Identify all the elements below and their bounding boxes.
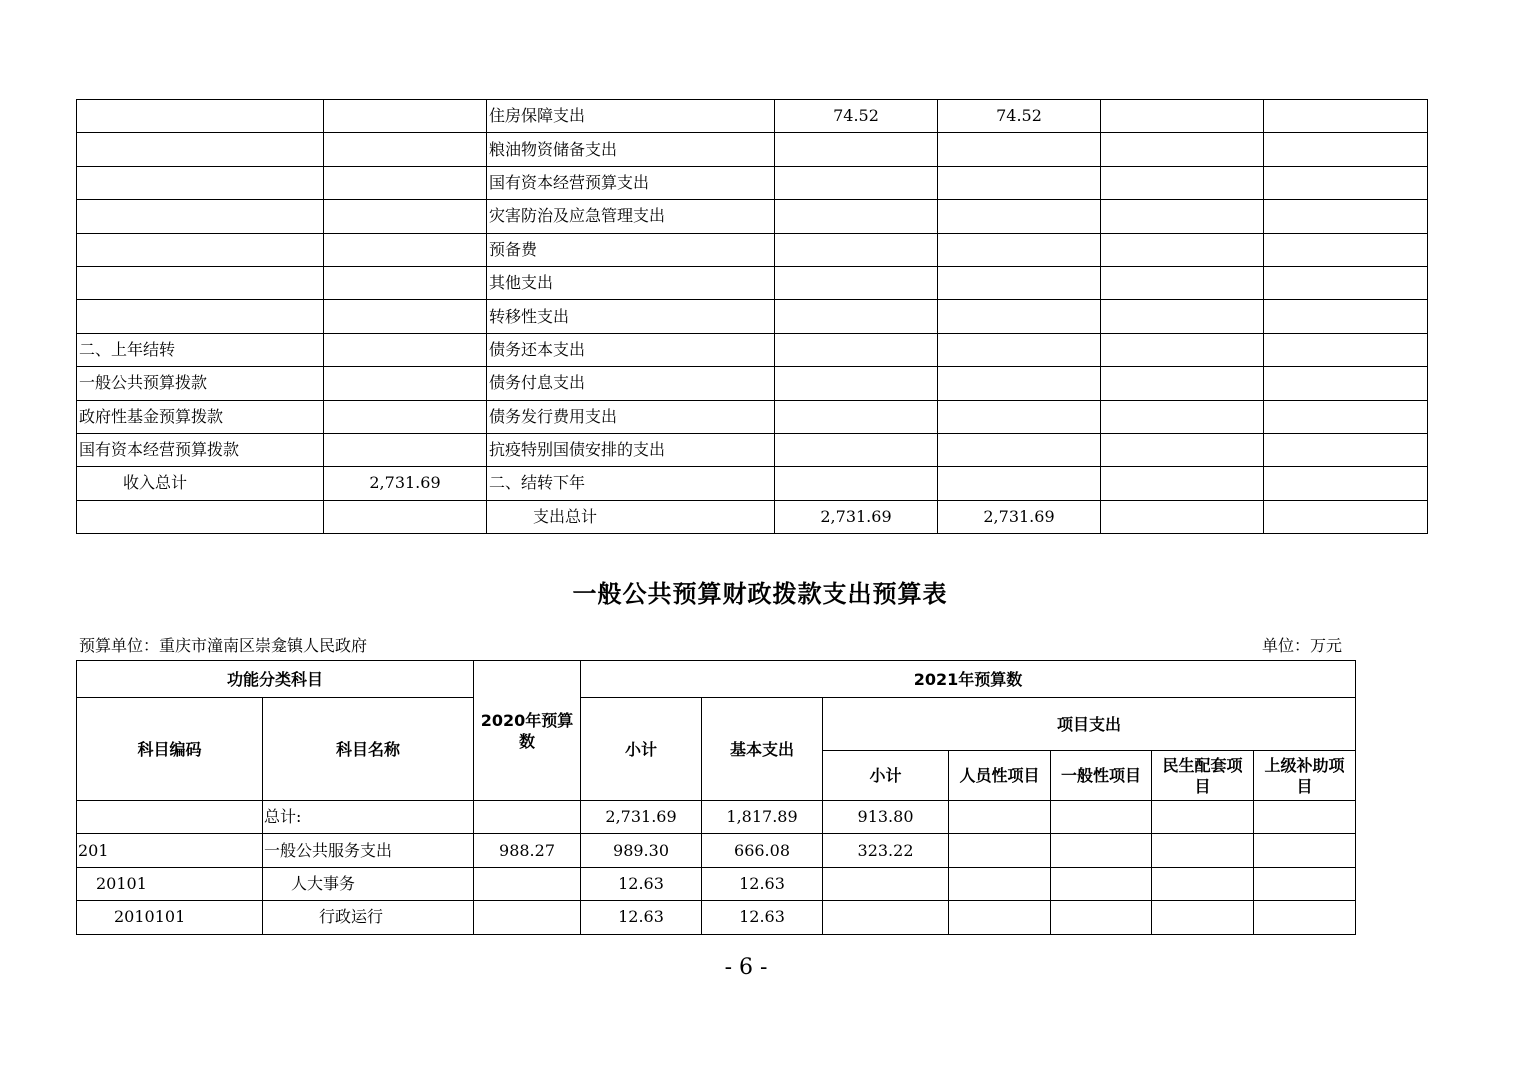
income-item: 一般公共预算拨款 bbox=[77, 367, 324, 400]
subtotal: 2,731.69 bbox=[581, 801, 702, 834]
superior-project bbox=[1254, 801, 1356, 834]
basic-expense: 1,817.89 bbox=[702, 801, 823, 834]
subtotal: 989.30 bbox=[581, 834, 702, 867]
subject-name: 人大事务 bbox=[263, 867, 474, 900]
expense-general bbox=[938, 433, 1101, 466]
income-item bbox=[77, 300, 324, 333]
expense-item: 债务发行费用支出 bbox=[487, 400, 775, 433]
income-amount bbox=[324, 233, 487, 266]
empty-cell bbox=[1264, 467, 1428, 500]
expense-fund bbox=[1101, 200, 1264, 233]
livelihood-project bbox=[1152, 834, 1254, 867]
header-subtotal: 小计 bbox=[581, 698, 702, 801]
table-row bbox=[77, 133, 1428, 166]
expense-state bbox=[1264, 367, 1428, 400]
expense-fund bbox=[1101, 367, 1264, 400]
expense-fund bbox=[1101, 333, 1264, 366]
subject-code bbox=[77, 801, 263, 834]
expense-general bbox=[938, 133, 1101, 166]
header-superior: 上级补助项目 bbox=[1254, 751, 1356, 801]
income-amount bbox=[324, 100, 487, 133]
expense-fund bbox=[1101, 266, 1264, 299]
expense-state bbox=[1264, 233, 1428, 266]
income-item bbox=[77, 200, 324, 233]
project-subtotal bbox=[823, 901, 949, 934]
table-row bbox=[77, 901, 1356, 934]
header-basic: 基本支出 bbox=[702, 698, 823, 801]
expense-item: 债务付息支出 bbox=[487, 367, 775, 400]
expense-total bbox=[775, 333, 938, 366]
income-item bbox=[77, 100, 324, 133]
summary-table-body bbox=[77, 100, 1428, 534]
header-personnel: 人员性项目 bbox=[949, 751, 1051, 801]
expense-general bbox=[938, 367, 1101, 400]
expense-total-row bbox=[77, 500, 1428, 533]
income-amount bbox=[324, 433, 487, 466]
superior-project bbox=[1254, 901, 1356, 934]
header-func-class: 功能分类科目 bbox=[77, 661, 474, 698]
expense-item: 灾害防治及应急管理支出 bbox=[487, 200, 775, 233]
table-row bbox=[77, 433, 1428, 466]
table-header bbox=[77, 661, 1356, 801]
income-expense-summary-table bbox=[76, 99, 1428, 534]
income-item bbox=[77, 166, 324, 199]
general-project bbox=[1051, 867, 1152, 900]
empty-cell bbox=[938, 467, 1101, 500]
project-subtotal: 913.80 bbox=[823, 801, 949, 834]
income-amount bbox=[324, 400, 487, 433]
expense-fund bbox=[1101, 300, 1264, 333]
income-amount bbox=[324, 200, 487, 233]
income-item: 二、上年结转 bbox=[77, 333, 324, 366]
header-budget-2021: 2021年预算数 bbox=[581, 661, 1356, 698]
expense-state bbox=[1264, 433, 1428, 466]
currency-unit-label: 单位：万元 bbox=[1262, 636, 1343, 655]
expense-state bbox=[1264, 333, 1428, 366]
table-body bbox=[77, 801, 1356, 935]
table-row bbox=[77, 867, 1356, 900]
prev-budget bbox=[474, 901, 581, 934]
expense-general: 74.52 bbox=[938, 100, 1101, 133]
project-subtotal: 323.22 bbox=[823, 834, 949, 867]
expense-total: 74.52 bbox=[775, 100, 938, 133]
table-row bbox=[77, 300, 1428, 333]
personnel-project bbox=[949, 801, 1051, 834]
table-row bbox=[77, 200, 1428, 233]
header-proj-subtotal: 小计 bbox=[823, 751, 949, 801]
income-item: 国有资本经营预算拨款 bbox=[77, 433, 324, 466]
expense-item: 其他支出 bbox=[487, 266, 775, 299]
expense-total bbox=[775, 133, 938, 166]
header-row bbox=[77, 661, 1356, 698]
income-amount bbox=[324, 266, 487, 299]
basic-expense: 666.08 bbox=[702, 834, 823, 867]
expense-total bbox=[775, 233, 938, 266]
expense-total bbox=[775, 300, 938, 333]
subject-code: 2010101 bbox=[77, 901, 263, 934]
income-item bbox=[77, 233, 324, 266]
empty-cell bbox=[324, 500, 487, 533]
superior-project bbox=[1254, 834, 1356, 867]
expense-total-label: 支出总计 bbox=[487, 500, 775, 533]
expense-general bbox=[938, 233, 1101, 266]
expense-general bbox=[938, 300, 1101, 333]
expense-general bbox=[938, 400, 1101, 433]
expense-fund bbox=[1101, 166, 1264, 199]
prev-budget: 988.27 bbox=[474, 834, 581, 867]
general-project bbox=[1051, 834, 1152, 867]
income-amount bbox=[324, 133, 487, 166]
table-row bbox=[77, 100, 1428, 133]
expense-total bbox=[775, 200, 938, 233]
expense-general bbox=[938, 266, 1101, 299]
income-amount bbox=[324, 367, 487, 400]
livelihood-project bbox=[1152, 801, 1254, 834]
table-row bbox=[77, 367, 1428, 400]
table-row bbox=[77, 801, 1356, 834]
expense-general bbox=[938, 166, 1101, 199]
subtotal: 12.63 bbox=[581, 867, 702, 900]
basic-expense: 12.63 bbox=[702, 901, 823, 934]
income-amount bbox=[324, 333, 487, 366]
income-total-row bbox=[77, 467, 1428, 500]
expense-state bbox=[1264, 166, 1428, 199]
income-amount bbox=[324, 166, 487, 199]
superior-project bbox=[1254, 867, 1356, 900]
subject-code: 20101 bbox=[77, 867, 263, 900]
expense-fund bbox=[1101, 400, 1264, 433]
empty-cell bbox=[1264, 500, 1428, 533]
expense-general bbox=[938, 333, 1101, 366]
expense-item: 预备费 bbox=[487, 233, 775, 266]
expense-total bbox=[775, 433, 938, 466]
expense-item: 住房保障支出 bbox=[487, 100, 775, 133]
general-project bbox=[1051, 801, 1152, 834]
table-row bbox=[77, 233, 1428, 266]
expense-total-amount: 2,731.69 bbox=[775, 500, 938, 533]
livelihood-project bbox=[1152, 867, 1254, 900]
personnel-project bbox=[949, 901, 1051, 934]
general-project bbox=[1051, 901, 1152, 934]
general-budget-expenditure-table bbox=[76, 660, 1356, 935]
empty-cell bbox=[77, 500, 324, 533]
page-number: - 6 - bbox=[724, 955, 768, 980]
table-row bbox=[77, 166, 1428, 199]
expense-fund bbox=[1101, 100, 1264, 133]
expense-state bbox=[1264, 400, 1428, 433]
expense-general bbox=[938, 200, 1101, 233]
personnel-project bbox=[949, 834, 1051, 867]
income-amount bbox=[324, 300, 487, 333]
expense-item: 债务还本支出 bbox=[487, 333, 775, 366]
header-prev-budget: 2020年预算数 bbox=[474, 661, 581, 801]
expense-state bbox=[1264, 200, 1428, 233]
header-row bbox=[77, 698, 1356, 751]
subject-code: 201 bbox=[77, 834, 263, 867]
subject-name: 总计: bbox=[263, 801, 474, 834]
expense-total bbox=[775, 400, 938, 433]
income-item: 政府性基金预算拨款 bbox=[77, 400, 324, 433]
expense-total bbox=[775, 367, 938, 400]
table-row bbox=[77, 834, 1356, 867]
income-item bbox=[77, 266, 324, 299]
expense-total bbox=[775, 266, 938, 299]
header-project: 项目支出 bbox=[823, 698, 1356, 751]
subject-name: 行政运行 bbox=[263, 901, 474, 934]
expense-state bbox=[1264, 100, 1428, 133]
section-title: 一般公共预算财政拨款支出预算表 bbox=[572, 579, 948, 608]
empty-cell bbox=[1101, 500, 1264, 533]
subtotal: 12.63 bbox=[581, 901, 702, 934]
header-name: 科目名称 bbox=[263, 698, 474, 801]
expense-item: 转移性支出 bbox=[487, 300, 775, 333]
personnel-project bbox=[949, 867, 1051, 900]
expense-item: 国有资本经营预算支出 bbox=[487, 166, 775, 199]
header-general-proj: 一般性项目 bbox=[1051, 751, 1152, 801]
expense-fund bbox=[1101, 133, 1264, 166]
header-livelihood: 民生配套项目 bbox=[1152, 751, 1254, 801]
project-subtotal bbox=[823, 867, 949, 900]
prev-budget bbox=[474, 867, 581, 900]
table-row bbox=[77, 400, 1428, 433]
income-total-amount: 2,731.69 bbox=[324, 467, 487, 500]
empty-cell bbox=[775, 467, 938, 500]
expense-fund bbox=[1101, 233, 1264, 266]
prev-budget bbox=[474, 801, 581, 834]
expense-item: 粮油物资储备支出 bbox=[487, 133, 775, 166]
header-code: 科目编码 bbox=[77, 698, 263, 801]
income-item bbox=[77, 133, 324, 166]
expense-state bbox=[1264, 133, 1428, 166]
income-total-label: 收入总计 bbox=[77, 467, 324, 500]
basic-expense: 12.63 bbox=[702, 867, 823, 900]
empty-cell bbox=[1101, 467, 1264, 500]
subject-name: 一般公共服务支出 bbox=[263, 834, 474, 867]
expense-total bbox=[775, 166, 938, 199]
carry-forward-label: 二、结转下年 bbox=[487, 467, 775, 500]
expense-state bbox=[1264, 300, 1428, 333]
budget-unit-label: 预算单位：重庆市潼南区崇龛镇人民政府 bbox=[79, 636, 368, 655]
table-row bbox=[77, 333, 1428, 366]
expense-total-general: 2,731.69 bbox=[938, 500, 1101, 533]
table-row bbox=[77, 266, 1428, 299]
livelihood-project bbox=[1152, 901, 1254, 934]
expense-fund bbox=[1101, 433, 1264, 466]
expense-item: 抗疫特别国债安排的支出 bbox=[487, 433, 775, 466]
expense-state bbox=[1264, 266, 1428, 299]
